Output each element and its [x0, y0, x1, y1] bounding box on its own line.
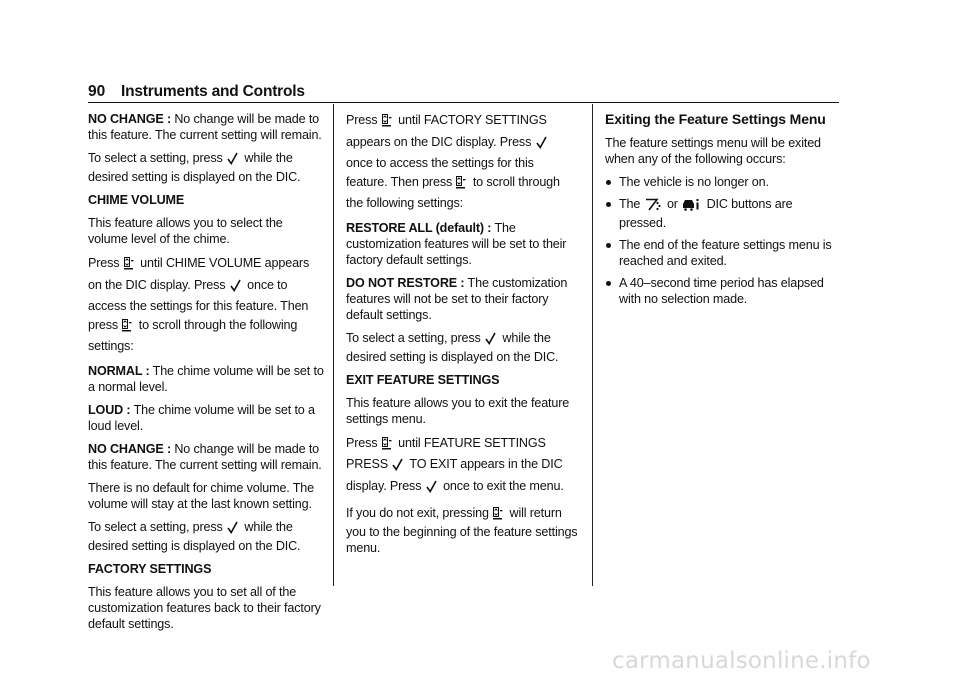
column-3 [605, 111, 839, 313]
column-divider [592, 104, 593, 586]
paragraph: NO CHANGE : No change will be made to this feature. The current setting will remain. [88, 441, 322, 472]
paragraph: LOUD : The chime volume will be set to a loud level. [88, 402, 315, 433]
paragraph: NO CHANGE : No change will be made to this feature. The current setting will remain. [88, 112, 322, 142]
menu-scroll-icon [124, 257, 134, 276]
subheading: FACTORY SETTINGS [88, 561, 212, 576]
menu-scroll-icon [382, 114, 392, 133]
trip-odometer-icon [645, 198, 661, 215]
page-header [88, 82, 839, 103]
checkmark-icon [227, 521, 238, 538]
watermark: carmanualsonline.info [612, 648, 871, 674]
menu-scroll-icon [382, 437, 392, 456]
checkmark-icon [536, 136, 547, 155]
menu-scroll-icon [493, 507, 503, 524]
column-divider [333, 104, 334, 586]
checkmark-icon [485, 332, 496, 349]
subheading: CHIME VOLUME [88, 193, 185, 207]
paragraph: Press until FEATURE SETTINGS PRESS TO EXIT appears in the DIC display. Press once to exit the menu. [346, 434, 578, 499]
paragraph: Press until CHIME VOLUME appears on the DIC display. Press once to access the settings for this feature. Then press to scroll through the following settings: [88, 256, 310, 353]
section-heading: Exiting the Feature Settings Menu [605, 111, 826, 127]
paragraph: Press until FACTORY SETTINGS appears on the DIC display. Press once to access the settings for this feature. Then press to scroll through the following settings: [346, 113, 560, 210]
bullet-icon [606, 180, 611, 185]
checkmark-icon [227, 152, 238, 169]
paragraph: This feature allows you to exit the feature settings menu. [346, 395, 570, 426]
paragraph: If you do not exit, pressing will return you to the beginning of the feature settings menu. [346, 506, 578, 555]
checkmark-icon [230, 279, 241, 298]
paragraph: To select a setting, press while the desired setting is displayed on the DIC. [88, 519, 301, 553]
paragraph: NORMAL : The chime volume will be set to a normal level. [88, 363, 324, 394]
list-item: The vehicle is no longer on. [605, 174, 839, 190]
bullet-icon [606, 281, 611, 286]
list-item: The or DIC buttons are pressed. [605, 196, 839, 231]
column-2 [346, 111, 578, 563]
bullet-list [605, 174, 839, 307]
paragraph: This feature allows you to select the volume level of the chime. [88, 216, 283, 246]
paragraph: DO NOT RESTORE : The customization features will not be set to their factory default settings. [346, 275, 568, 322]
paragraph: To select a setting, press while the desired setting is displayed on the DIC. [346, 330, 559, 364]
bullet-icon [606, 202, 611, 207]
paragraph: To select a setting, press while the desired setting is displayed on the DIC. [88, 151, 301, 184]
checkmark-icon [392, 458, 403, 477]
checkmark-icon [426, 480, 437, 499]
paragraph: There is no default for chime volume. The volume will stay at the last known setting. [88, 480, 315, 511]
bullet-icon [606, 243, 611, 248]
subheading: EXIT FEATURE SETTINGS [346, 372, 500, 387]
menu-scroll-icon [122, 319, 132, 338]
menu-scroll-icon [456, 176, 466, 195]
paragraph: This feature allows you to set all of the customization features back to their factory default settings. [88, 584, 321, 631]
paragraph: RESTORE ALL (default) : The customization features will be set to their factory default settings. [346, 220, 567, 267]
list-item: A 40–second time period has elapsed with no selection made. [605, 275, 839, 307]
section-title: Instruments and Controls [121, 83, 305, 100]
page-number: 90 [88, 83, 106, 100]
column-1 [88, 111, 324, 639]
list-item: The end of the feature settings menu is reached and exited. [605, 237, 839, 269]
paragraph: The feature settings menu will be exited when any of the following occurs: [605, 136, 821, 166]
vehicle-information-icon [682, 198, 700, 215]
